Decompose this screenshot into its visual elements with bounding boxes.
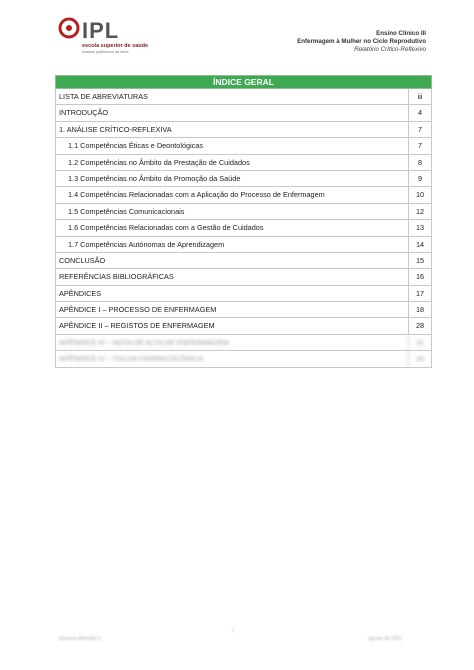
toc-row[interactable] <box>55 105 432 121</box>
toc-title: ÍNDICE GERAL <box>55 75 432 89</box>
toc-entry-page: 4 <box>408 105 431 120</box>
toc-entry-label: APÊNDICE III – NOTA DE ALTA DE ENFERMAGEM <box>59 337 229 347</box>
toc-row[interactable] <box>55 237 432 253</box>
toc-entry-label: APÊNDICES <box>59 288 102 298</box>
toc-row[interactable] <box>55 269 432 285</box>
toc-entry-label: REFERÊNCIAS BIBLIOGRÁFICAS <box>59 272 174 282</box>
toc-entry-label: 1.3 Competências no Âmbito da Promoção da Saúde <box>68 173 241 183</box>
document-header <box>297 30 426 54</box>
course-subtitle: Enfermagem à Mulher no Ciclo Reprodutivo <box>297 38 426 45</box>
toc-entry-page: 15 <box>408 253 431 268</box>
toc-entry-label: APÊNDICE IV – FOLHA FARMACOLÓGICA <box>59 354 203 364</box>
table-of-contents <box>55 75 432 368</box>
toc-row[interactable] <box>55 220 432 236</box>
toc-row[interactable] <box>55 351 432 367</box>
toc-entry-page: 9 <box>408 171 431 186</box>
toc-entry-page: 17 <box>408 286 431 301</box>
toc-entry-label: INTRODUÇÃO <box>59 108 109 118</box>
toc-entry-label: APÊNDICE II – REGISTOS DE ENFERMAGEM <box>59 321 215 331</box>
toc-row[interactable] <box>55 302 432 318</box>
toc-row[interactable] <box>55 318 432 334</box>
toc-entry-page: 8 <box>408 155 431 170</box>
toc-entry-page: 7 <box>408 138 431 153</box>
toc-entry-label: CONCLUSÃO <box>59 255 106 265</box>
toc-row[interactable] <box>55 155 432 171</box>
logo-subtitle: escola superior de saúde <box>82 43 149 49</box>
toc-entry-page: 14 <box>408 237 431 252</box>
logo-subtitle-small: instituto politécnico de leiria <box>82 50 129 54</box>
toc-row[interactable] <box>55 89 432 105</box>
logo-text: IPL <box>82 18 120 43</box>
toc-entry-label: 1.6 Competências Relacionadas com a Gestão de Cuidados <box>68 223 264 233</box>
toc-entry-page: 10 <box>408 187 431 202</box>
page-number: ii <box>232 628 235 634</box>
toc-row[interactable] <box>55 187 432 203</box>
toc-entry-page: 18 <box>408 302 431 317</box>
toc-entry-label: LISTA DE ABREVIATURAS <box>59 92 148 101</box>
toc-row[interactable] <box>55 253 432 269</box>
toc-entry-label: 1. ANÁLISE CRÍTICO-REFLEXIVA <box>59 124 172 134</box>
footer-date: agosto de 2011 <box>368 636 403 642</box>
footer-author: Vanessa Almeida 3 <box>58 636 101 642</box>
course-title: Ensino Clínico III <box>376 30 426 37</box>
toc-entry-page: 7 <box>408 122 431 137</box>
toc-row[interactable] <box>55 122 432 138</box>
toc-entry-label: 1.2 Competências no Âmbito da Prestação de Cuidados <box>68 157 250 167</box>
toc-row[interactable] <box>55 286 432 302</box>
toc-row[interactable] <box>55 335 432 351</box>
toc-entry-page: 12 <box>408 204 431 219</box>
toc-entry-page: 33 <box>408 351 431 366</box>
toc-entry-label: APÊNDICE I – PROCESSO DE ENFERMAGEM <box>59 305 217 315</box>
toc-row[interactable] <box>55 171 432 187</box>
toc-entry-page: 13 <box>408 220 431 235</box>
logo <box>58 17 168 57</box>
toc-entry-page: iii <box>408 89 431 104</box>
toc-row[interactable] <box>55 204 432 220</box>
ipl-logo-icon <box>58 17 80 39</box>
toc-entry-label: 1.4 Competências Relacionadas com a Aplicação do Processo de Enfermagem <box>68 190 325 200</box>
toc-entry-label: 1.5 Competências Comunicacionais <box>68 206 185 216</box>
document-type: Relatório Crítico-Reflexivo <box>354 46 426 53</box>
toc-entry-page: 16 <box>408 269 431 284</box>
toc-row[interactable] <box>55 138 432 154</box>
toc-entry-page: 31 <box>408 335 431 350</box>
toc-entry-label: 1.7 Competências Autónomas de Aprendizagem <box>68 239 225 249</box>
toc-entry-label: 1.1 Competências Éticas e Deontológicas <box>68 141 204 151</box>
toc-entry-page: 28 <box>408 318 431 333</box>
